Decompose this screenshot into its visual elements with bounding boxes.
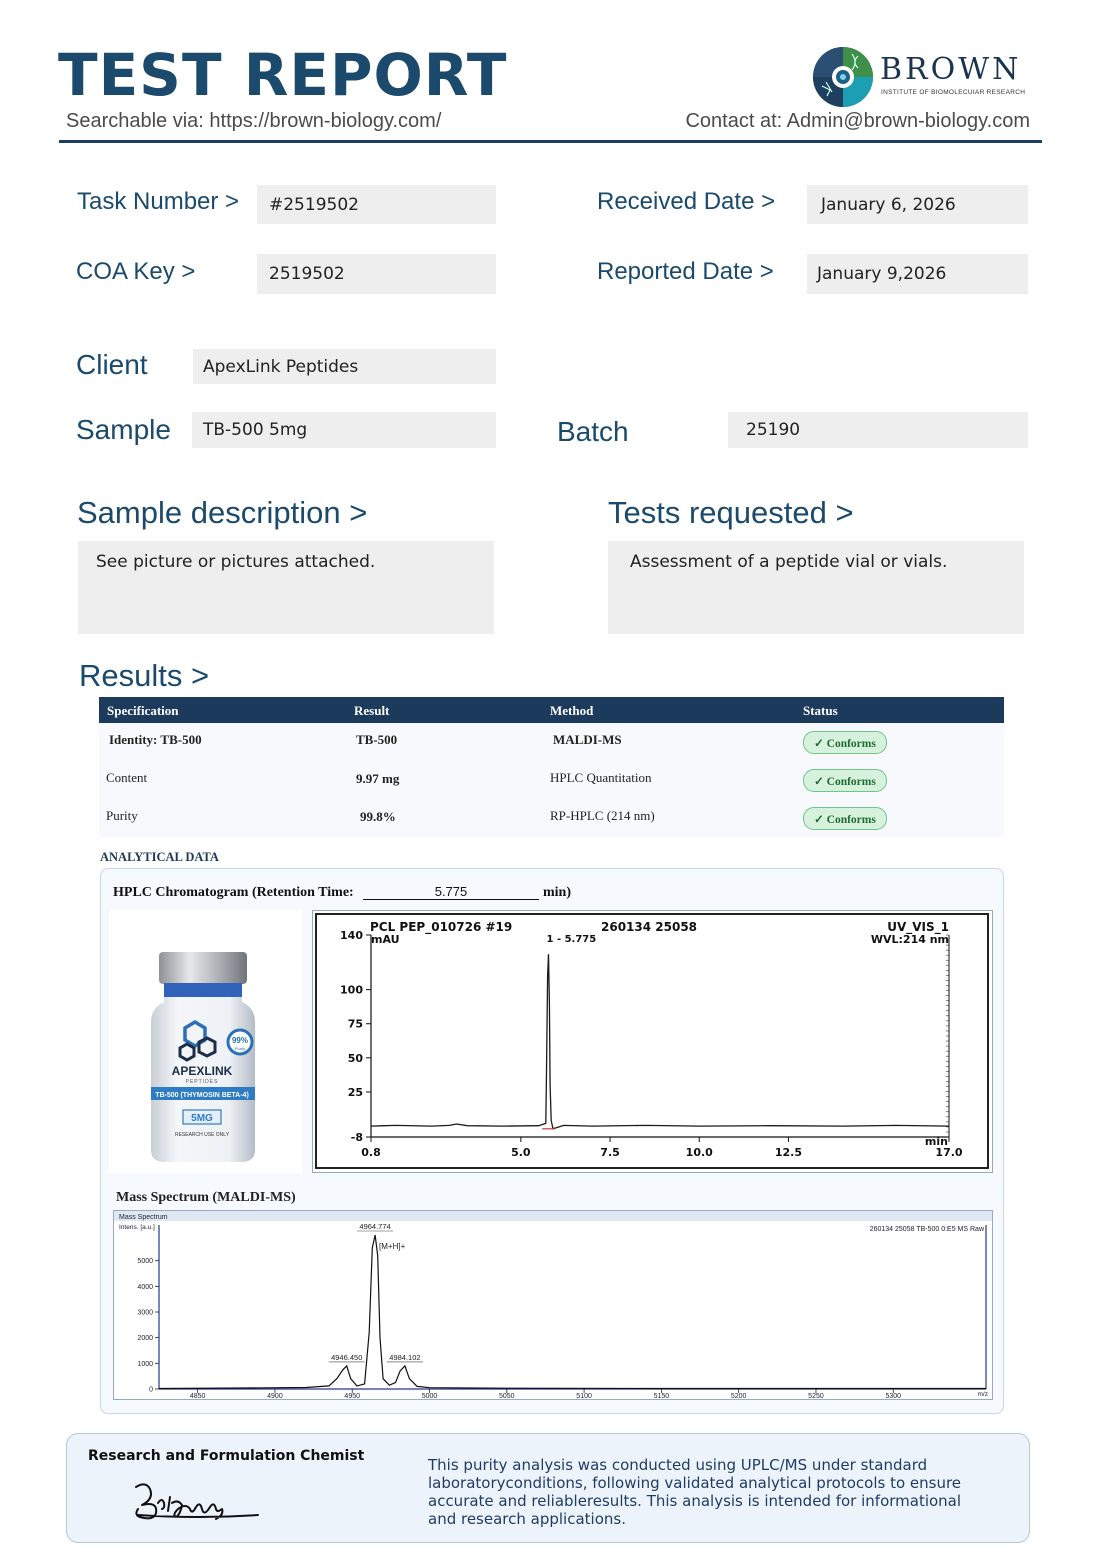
ms-x-tick-label: 5300 — [885, 1393, 902, 1399]
tests-requested-text: Assessment of a peptide vial or vials. — [630, 552, 948, 572]
hplc-y-tick-label: 75 — [347, 1017, 363, 1031]
received-date-label: Received Date > — [597, 188, 776, 215]
chemist-signature — [128, 1475, 263, 1525]
ms-peak-label: 4946.450 — [331, 1352, 363, 1362]
cell-method: RP-HPLC (214 nm) — [550, 808, 655, 823]
hplc-x-tick-label: 17.0 — [935, 1146, 963, 1159]
ms-x-tick-label: 5200 — [730, 1393, 747, 1399]
header-divider — [59, 140, 1042, 143]
ms-y-tick-label: 1000 — [137, 1360, 153, 1368]
hplc-x-tick-label: 7.5 — [600, 1146, 620, 1159]
cell-result: 99.8% — [360, 809, 396, 824]
received-date-field: January 6, 2026 — [807, 185, 1028, 224]
col-result: Result — [354, 703, 390, 718]
cell-method: MALDI-MS — [553, 732, 622, 747]
hplc-caption-end: min) — [543, 885, 571, 900]
table-row — [99, 799, 1004, 837]
hplc-header-mid: 260134 25058 — [601, 920, 698, 934]
status-badge: ✓ Conforms — [803, 769, 887, 792]
retention-time-value: 5.775 — [363, 884, 539, 900]
mass-spectrum-caption: Mass Spectrum (MALDI-MS) — [116, 1190, 296, 1205]
hplc-caption: HPLC Chromatogram (Retention Time: — [113, 885, 354, 900]
ms-y-tick-label: 5000 — [137, 1258, 153, 1266]
sample-description-heading: Sample description > — [77, 495, 368, 530]
batch-field: 25190 — [728, 412, 1028, 448]
brand-subtitle: INSTITUTE OF BIOMOLECUIAR RESEARCH — [881, 89, 1026, 96]
status-badge: ✓ Conforms — [803, 807, 887, 830]
ms-x-tick-label: 4950 — [344, 1393, 361, 1399]
hplc-header-left: PCL PEP_010726 #19 — [370, 920, 513, 934]
searchable-url: Searchable via: https://brown-biology.com/ — [66, 110, 442, 132]
vial-illustration — [109, 910, 302, 1173]
hplc-wavelength: WVL:214 nm — [870, 933, 949, 946]
ms-peak-label: 4964.774 — [359, 1222, 391, 1231]
hplc-header-right: UV_VIS_1 — [887, 920, 949, 934]
hplc-x-tick-label: 12.5 — [774, 1146, 803, 1159]
ms-y-tick-label: 2000 — [137, 1335, 153, 1343]
coa-key-label: COA Key > — [76, 258, 196, 285]
table-row — [99, 761, 1004, 799]
hplc-y-tick-label: -8 — [350, 1131, 363, 1144]
ms-y-tick-label: 4000 — [137, 1283, 153, 1291]
hplc-x-tick-label: 0.8 — [361, 1146, 381, 1159]
ms-y-tick-label: 3000 — [137, 1309, 153, 1317]
reported-date-field: January 9,2026 — [807, 254, 1028, 294]
chemist-title: Research and Formulation Chemist — [88, 1448, 365, 1464]
task-number-field: #2519502 — [257, 185, 496, 224]
brand-name: BROWN — [880, 52, 1022, 87]
ms-trace — [159, 1235, 986, 1389]
task-number-label: Task Number > — [77, 188, 240, 215]
ms-x-tick-label: 5250 — [808, 1393, 824, 1399]
analytical-data-title: ANALYTICAL DATA — [100, 850, 219, 864]
mass-spectrum-chart — [114, 1211, 992, 1399]
results-table-header — [99, 697, 1004, 723]
sample-label: Sample — [76, 414, 171, 445]
batch-label: Batch — [557, 416, 629, 447]
client-label: Client — [76, 349, 148, 380]
vial-band: TB-500 (THYMOSIN BETA-4) — [155, 1092, 249, 1099]
hplc-x-tick-label: 5.0 — [511, 1146, 531, 1159]
ms-x-tick-label: 5000 — [421, 1393, 438, 1399]
ms-y-label: Intens. [a.u.] — [119, 1224, 155, 1231]
brown-logo-icon — [812, 46, 874, 108]
ms-x-tick-label: 5100 — [576, 1393, 592, 1399]
hplc-y-tick-label: 140 — [340, 929, 363, 942]
ms-x-unit: m/z — [977, 1391, 988, 1398]
status-badge: ✓ Conforms — [803, 731, 887, 754]
col-specification: Specification — [107, 703, 179, 718]
vial-brand: APEXLINK — [171, 1064, 233, 1078]
ms-ion-label: [M+H]+ — [379, 1242, 406, 1251]
hplc-peak-label: 1 - 5.775 — [546, 933, 597, 945]
cell-spec: Identity: TB-500 — [109, 732, 202, 747]
hplc-y-tick-label: 100 — [340, 983, 363, 997]
tests-requested-box — [608, 541, 1024, 634]
cell-spec: Purity — [106, 808, 138, 823]
ms-x-tick-label: 5050 — [499, 1393, 515, 1399]
ms-x-tick-label: 5150 — [653, 1393, 670, 1399]
table-row — [99, 723, 1004, 761]
vial-purity-sub: Purity — [234, 1046, 246, 1051]
ms-window-title: Mass Spectrum — [119, 1214, 168, 1221]
cell-method: HPLC Quantitation — [550, 770, 652, 785]
cell-spec: Content — [106, 770, 148, 785]
report-title: TEST REPORT — [58, 41, 508, 109]
hplc-x-unit: min — [924, 1135, 948, 1148]
vial-image — [109, 910, 302, 1173]
ms-x-tick-label: 4850 — [189, 1393, 206, 1399]
hplc-trace — [371, 954, 949, 1129]
vial-dose: 5MG — [191, 1113, 213, 1124]
sample-description-text: See picture or pictures attached. — [96, 552, 376, 572]
hplc-y-unit: mAU — [371, 933, 400, 946]
reported-date-label: Reported Date > — [597, 258, 774, 285]
hplc-y-tick-label: 25 — [347, 1085, 363, 1099]
contact-email: Contact at: Admin@brown-biology.com — [685, 110, 1030, 132]
hplc-x-tick-label: 10.0 — [685, 1146, 713, 1159]
col-method: Method — [550, 703, 594, 718]
vial-purity-badge: 99% — [231, 1036, 249, 1045]
results-heading: Results > — [79, 658, 210, 693]
cell-result: 9.97 mg — [356, 771, 400, 786]
hplc-y-tick-label: 50 — [347, 1051, 363, 1065]
sample-description-box — [78, 541, 494, 634]
col-status: Status — [803, 703, 838, 718]
coa-key-field: 2519502 — [257, 254, 496, 294]
ms-y-tick-label: 0 — [149, 1386, 153, 1394]
sample-field: TB-500 5mg — [192, 412, 496, 448]
ms-header-right: 260134 25058 TB-500 0:E5 MS Raw — [869, 1226, 984, 1233]
ms-peak-label: 4984.102 — [389, 1352, 421, 1362]
ms-x-tick-label: 4900 — [267, 1393, 283, 1399]
cell-result: TB-500 — [356, 732, 398, 747]
vial-sub: PEPTIDES — [185, 1079, 219, 1085]
tests-requested-heading: Tests requested > — [608, 495, 854, 530]
results-table — [99, 697, 1004, 837]
analysis-note: This purity analysis was conducted using UPLC/MS under standard laboratoryconditions, following validated analytical protocols to ensure accurate and reliableresults. This analysis is intended for informational and research applications. — [428, 1456, 962, 1528]
client-field: ApexLink Peptides — [193, 349, 496, 384]
mass-spectrum — [113, 1210, 993, 1400]
vial-foot: RESEARCH USE ONLY — [174, 1132, 230, 1138]
hplc-chart — [313, 911, 992, 1172]
hplc-chromatogram — [312, 910, 993, 1173]
